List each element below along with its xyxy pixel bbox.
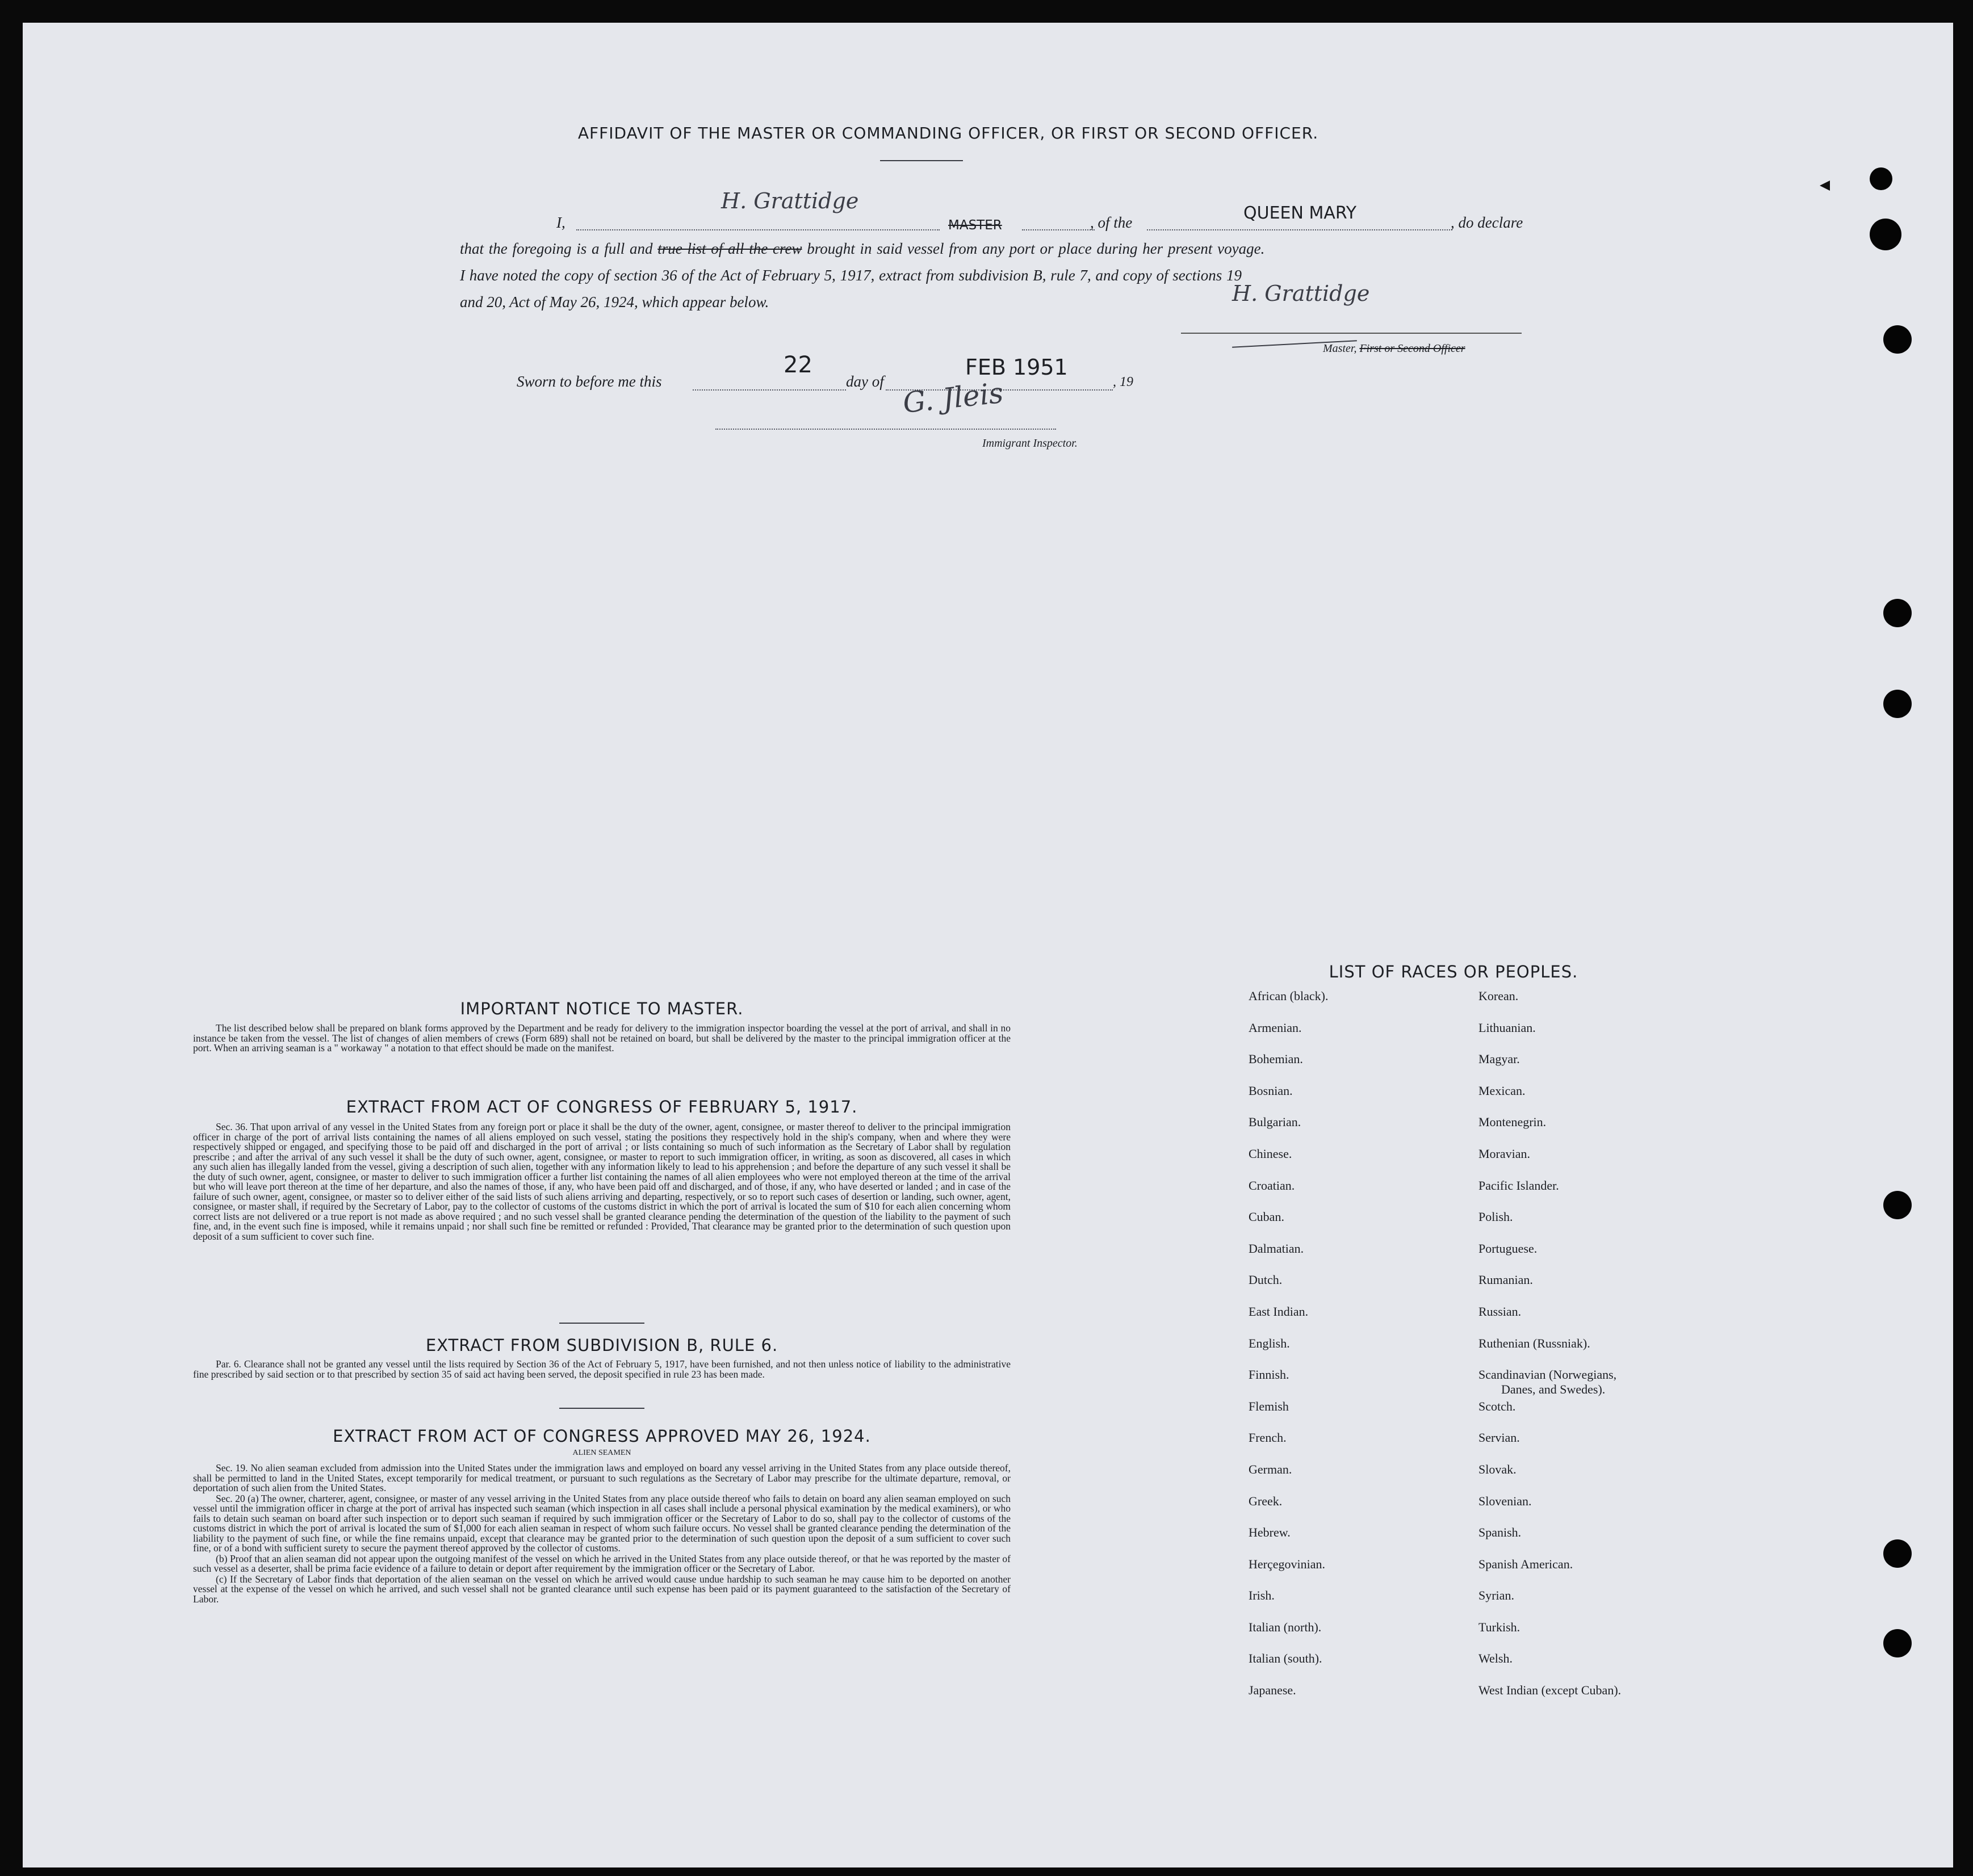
declaration-line-3: I have noted the copy of section 36 of the Act of February 5, 1917, extract from subdivision B, rule 7, and copy of sections 19: [460, 267, 1242, 284]
race-item: Servian.: [1478, 1430, 1520, 1445]
extract-1917-text: [193, 1122, 1011, 1242]
race-item: Turkish.: [1478, 1619, 1520, 1634]
signature-caption-master: Master,: [1323, 342, 1357, 355]
race-item: Slovak.: [1478, 1462, 1517, 1476]
declaration-struck-text: true list of all the crew: [657, 240, 802, 257]
race-item-scandinavian-line2: Danes, and Swedes).: [1501, 1382, 1606, 1397]
punch-hole: [1883, 325, 1912, 354]
year-label: , 19: [1113, 375, 1133, 389]
signature-caption-struck: First or Second Officer: [1359, 342, 1465, 355]
punch-hole: [1870, 219, 1901, 250]
vessel-name-line: [1147, 229, 1452, 230]
race-item: Bosnian.: [1249, 1083, 1293, 1098]
race-item: Ruthenian (Russniak).: [1478, 1336, 1590, 1350]
race-item: Italian (north).: [1249, 1619, 1322, 1634]
signature-line: [1181, 333, 1522, 334]
race-item: West Indian (except Cuban).: [1478, 1683, 1622, 1698]
race-item: Spanish American.: [1478, 1556, 1573, 1571]
extract-rule6-title: EXTRACT FROM SUBDIVISION B, RULE 6.: [425, 1336, 778, 1355]
punch-hole: [1870, 167, 1892, 190]
race-item: Herçegovinian.: [1249, 1556, 1325, 1571]
declaration-line-2-a: that the foregoing is a full and: [460, 240, 653, 257]
race-item: Hebrew.: [1249, 1525, 1291, 1540]
race-item: East Indian.: [1249, 1304, 1309, 1319]
race-item-scandinavian-line1: Scandinavian (Norwegians,: [1478, 1367, 1617, 1382]
punch-hole: [1883, 1629, 1912, 1657]
declaration-line-2: [460, 240, 1561, 258]
race-item: Chinese.: [1249, 1146, 1292, 1161]
sec-20b-paragraph: (b) Proof that an alien seaman did not appear upon the outgoing manifest of the vessel on which he arrived in the United States from any place outside thereof, or that he was reported by the master of such vessel as a deserter, shall be prima facie evidence of a failure to detain or deport after requirement by the immigration officer or the Secretary of Labor.: [193, 1552, 1011, 1574]
of-the-label: , of the: [1090, 214, 1133, 231]
race-item: Irish.: [1249, 1588, 1275, 1603]
race-item: Italian (south).: [1249, 1651, 1322, 1666]
race-item: Russian.: [1478, 1304, 1522, 1319]
master-title: MASTER: [948, 218, 1002, 233]
race-item: Dutch.: [1249, 1273, 1283, 1287]
race-item: Scotch.: [1478, 1399, 1516, 1413]
punch-hole: [1883, 1191, 1912, 1219]
extract-1917-title: EXTRACT FROM ACT OF CONGRESS OF FEBRUARY 5, 1917.: [346, 1097, 858, 1117]
sworn-label: Sworn to before me this: [517, 373, 662, 390]
alien-seamen-subtitle: ALIEN SEAMEN: [572, 1449, 631, 1457]
race-item: Slovenian.: [1478, 1493, 1532, 1508]
notice-title: IMPORTANT NOTICE TO MASTER.: [460, 999, 744, 1018]
inspector-signature: G. Jleis: [901, 376, 1005, 420]
race-item: German.: [1249, 1462, 1292, 1476]
race-item: Mexican.: [1478, 1083, 1526, 1098]
master-name-line: [576, 229, 940, 230]
race-item: Bohemian.: [1249, 1052, 1303, 1067]
race-item: Flemish: [1249, 1399, 1289, 1413]
race-item: Welsh.: [1478, 1651, 1513, 1666]
race-item-scandinavian: [1478, 1367, 1728, 1399]
document-page: [23, 23, 1953, 1867]
punch-hole: [1883, 690, 1912, 718]
do-declare-label: , do declare: [1451, 214, 1523, 231]
master-signature: H. Grattidge: [721, 188, 859, 213]
pronoun-label: I,: [556, 214, 565, 231]
race-item: Croatian.: [1249, 1178, 1295, 1193]
inspector-line: [715, 429, 1056, 430]
race-item: Rumanian.: [1478, 1273, 1533, 1287]
section-divider: [559, 1408, 644, 1409]
title-underline: [880, 160, 963, 161]
par-6-paragraph: Par. 6. Clearance shall not be granted any vessel until the lists required by Section 36 of the Act of February 5, 1917, have been furnished, and not then unless notice of liability to the administrative fine prescribed by said section or to that prescribed by section 35 of said act having been served, the deposit specified in rule 23 has been made.: [193, 1358, 1011, 1380]
declaration-line-2-b: brought in said vessel from any port or place during her present voyage.: [807, 240, 1265, 257]
race-item: Bulgarian.: [1249, 1115, 1301, 1130]
race-item: Armenian.: [1249, 1020, 1302, 1035]
section-divider: [559, 1323, 644, 1324]
declaration-line-4: and 20, Act of May 26, 1924, which appear below.: [460, 293, 769, 310]
vessel-name: QUEEN MARY: [1243, 203, 1357, 223]
race-item: Polish.: [1478, 1210, 1513, 1224]
races-right-column: [1478, 989, 1728, 1715]
race-item: Finnish.: [1249, 1367, 1289, 1382]
affidavit-title: AFFIDAVIT OF THE MASTER OR COMMANDING OFFICER, OR FIRST OR SECOND OFFICER.: [577, 124, 1319, 142]
inspector-caption: Immigrant Inspector.: [982, 437, 1078, 450]
sworn-date-stamp: FEB 1951: [965, 355, 1068, 380]
race-item: Greek.: [1249, 1493, 1283, 1508]
sworn-day: 22: [784, 352, 812, 378]
race-item: Magyar.: [1478, 1052, 1520, 1067]
race-item: Moravian.: [1478, 1146, 1531, 1161]
extract-1924-title: EXTRACT FROM ACT OF CONGRESS APPROVED MAY 26, 1924.: [333, 1426, 871, 1446]
race-item: Montenegrin.: [1478, 1115, 1547, 1130]
sec-36-paragraph: Sec. 36. That upon arrival of any vessel in the United States from any foreign port or place it shall be the duty of the owner, agent, consignee, or master thereof to deliver to the principal immigration officer in charge of the port of arrival lists containing the names of all aliens employed on such vessel, stating the positions they respectively hold in the ship's company, when and where they were respectively shipped or engaged, and specifying those to be paid off and discharged in the port of arrival ; or lists containing so much of such information as the Secretary of Labor shall by regulation prescribe ; and after the arrival of any such vessel it shall be the duty of such owner, agent, consignee, or master to report to such immigration officer, in writing, as soon as discovered, all cases in which any such alien has illegally landed from the vessel, giving a description of such alien, together with any information likely to lead to his apprehension ; and before the departure of any such vessel it shall be the duty of such owner, agent, consignee, or master to deliver to such immigration officer a further list containing the names of all alien employees who were not employed thereon at the time of the arrival but who will leave port thereon at the time of her departure, and also the names of those, if any, who have been paid off and discharged, and of those, if any, who have deserted or landed ; and in case of the failure of such owner, agent, consignee, or master so to deliver either of the said lists of such aliens arriving and departing, respectively, or so to report such cases of desertion or landing, such owner, agent, consignee, or master shall, if required by the Secretary of Labor, pay to the collector of customs of the customs district in which the port of arrival is located the sum of $10 for each alien concerning whom correct lists are not delivered or a true report is not made as above required ; and no such vessel shall be granted clearance pending the determination of the question of the liability to the payment of such fine, and, in the event such fine is imposed, while it remains unpaid ; nor shall such fine be remitted or refunded : Provided, That clearance may be granted prior to the determination of such question upon deposit of a sum sufficient to cover such fine.: [193, 1121, 1011, 1242]
race-item: Japanese.: [1249, 1683, 1296, 1698]
extract-1924-text: [193, 1463, 1011, 1605]
sworn-day-line: [693, 389, 846, 391]
races-title: LIST OF RACES OR PEOPLES.: [1329, 962, 1578, 981]
notice-paragraph: The list described below shall be prepared on blank forms approved by the Department and be ready for delivery to the immigration inspector boarding the vessel at the port of arrival, and shall in no instance be taken from the vessel. The list of changes of alien members of crews (Form 689) shall not be retained on board, but shall be delivered by the master to the principal immigration officer at the port. When an arriving seaman is a " workaway " a notation to that effect should be made on the manifest.: [193, 1022, 1011, 1054]
race-item: Spanish.: [1478, 1525, 1522, 1540]
race-item: Syrian.: [1478, 1588, 1514, 1603]
sec-20a-paragraph: Sec. 20 (a) The owner, charterer, agent, consignee, or master of any vessel arriving in the United States from any place outside thereof who fails to detain on board any alien seaman employed on such vessel until the immigration officer in charge at the port of arrival has inspected such seaman (which inspection in all cases shall include a personal physical examination by the medical examiners), or who fails to detain such seaman on board after such inspection or to deport such seaman if required by such immigration officer or the Secretary of Labor to do so, shall pay to the collector of customs of the customs district in which the port of arrival is located the sum of $1,000 for each alien seaman in respect of whom such failure occurs. No vessel shall be granted clearance pending the determination of the liability to the payment of such fine, or while the fine remains unpaid, except that clearance may be granted prior to the determination of such question upon the deposit of a sum sufficient to cover such fine, or of a bond with sufficient surety to secure the payment thereof approved by the collector of customs.: [193, 1492, 1011, 1554]
extract-rule6-text: [193, 1359, 1011, 1380]
race-item: Pacific Islander.: [1478, 1178, 1559, 1193]
master-title-line: [1022, 229, 1095, 230]
race-item: French.: [1249, 1430, 1287, 1445]
arrow-mark: [1820, 181, 1830, 191]
race-item: Lithuanian.: [1478, 1020, 1536, 1035]
notice-text: [193, 1023, 1011, 1054]
sec-19-paragraph: Sec. 19. No alien seaman excluded from admission into the United States under the immigration laws and employed on board any vessel arriving in the United States from any place outside thereof, shall be permitted to land in the United States, except temporarily for medical treatment, or pursuant to such regulations as the Secretary of Labor may prescribe for the ultimate departure, removal, or deportation of such alien from the United States.: [193, 1462, 1011, 1493]
punch-hole: [1883, 599, 1912, 627]
race-item: Cuban.: [1249, 1210, 1284, 1224]
race-item: African (black).: [1249, 989, 1329, 1003]
master-signature-2: H. Grattidge: [1232, 281, 1370, 306]
race-item: Dalmatian.: [1249, 1241, 1304, 1256]
race-item: English.: [1249, 1336, 1290, 1350]
race-item: Portuguese.: [1478, 1241, 1538, 1256]
punch-hole: [1883, 1539, 1912, 1568]
races-left-column: [1249, 989, 1464, 1715]
day-of-label: day of: [846, 373, 884, 390]
signature-caption: [1323, 342, 1465, 355]
sec-20c-paragraph: (c) If the Secretary of Labor finds that deportation of the alien seaman on the vessel on which he arrived would cause undue hardship to such seaman he may cause him to be deported on another vessel at the expense of the vessel on which he arrived, and such vessel shall not be granted clearance until such expense has been paid or its payment guaranteed to the satisfaction of the Secretary of Labor.: [193, 1573, 1011, 1605]
race-item: Korean.: [1478, 989, 1519, 1003]
